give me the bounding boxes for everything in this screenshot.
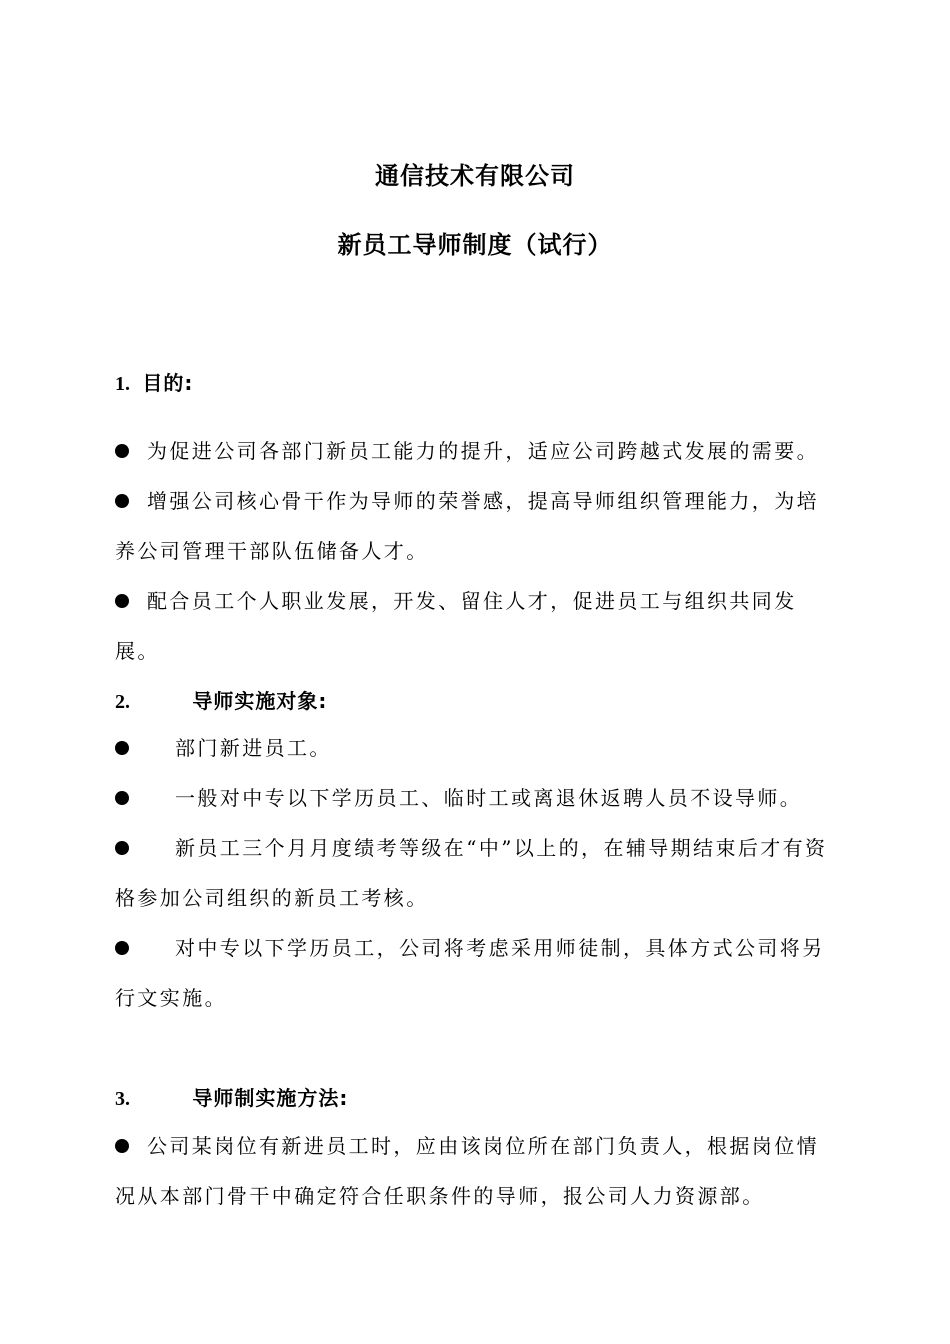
section-1-item-2-text: 增强公司核心骨干作为导师的荣誉感，提高导师组织管理能力，为培养公司管理干部队伍储备人才。	[115, 489, 819, 563]
section-2-heading	[115, 686, 327, 717]
section-1-item-1-text: 为促进公司各部门新员工能力的提升，适应公司跨越式发展的需要。	[147, 439, 819, 463]
bullet-icon	[115, 594, 129, 608]
bullet-icon	[115, 741, 129, 755]
section-1-number: 1.	[115, 373, 130, 395]
section-3-item-1	[115, 1121, 835, 1221]
section-2-item-2	[115, 773, 835, 823]
section-3-item-1-text: 公司某岗位有新进员工时，应由该岗位所在部门负责人，根据岗位情况从本部门骨干中确定符合任职条件的导师，报公司人力资源部。	[115, 1134, 819, 1208]
bullet-icon	[115, 1139, 129, 1153]
section-2-item-4	[115, 923, 835, 1023]
bullet-icon	[115, 841, 129, 855]
section-1-item-1	[115, 426, 835, 476]
section-2-item-2-text: 一般对中专以下学历员工、临时工或离退休返聘人员不设导师。	[175, 786, 803, 810]
section-2-item-3	[115, 823, 835, 923]
bullet-icon	[115, 941, 129, 955]
section-3-number: 3.	[115, 1088, 130, 1110]
section-2-number: 2.	[115, 691, 130, 713]
bullet-icon	[115, 494, 129, 508]
bullet-icon	[115, 444, 129, 458]
section-2-item-1-text: 部门新进员工。	[175, 736, 332, 760]
section-1-item-3-text: 配合员工个人职业发展，开发、留住人才，促进员工与组织共同发展。	[115, 589, 797, 663]
section-1-title: 目的:	[142, 371, 194, 395]
section-1-item-3	[115, 576, 835, 676]
section-3-title: 导师制实施方法:	[192, 1086, 349, 1110]
section-2-title: 导师实施对象:	[192, 689, 328, 713]
section-1-item-2	[115, 476, 835, 576]
section-1-heading	[115, 368, 193, 399]
bullet-icon	[115, 791, 129, 805]
section-2-item-3-text: 新员工三个月月度绩考等级在“中”以上的，在辅导期结束后才有资格参加公司组织的新员工考核。	[115, 836, 828, 910]
section-3-heading	[115, 1083, 348, 1114]
section-2-item-1	[115, 723, 835, 773]
section-2-item-4-text: 对中专以下学历员工，公司将考虑采用师徒制，具体方式公司将另行文实施。	[115, 936, 825, 1010]
document-title: 新员工导师制度（试行）	[337, 231, 613, 259]
company-name: 通信技术有限公司	[375, 162, 575, 190]
